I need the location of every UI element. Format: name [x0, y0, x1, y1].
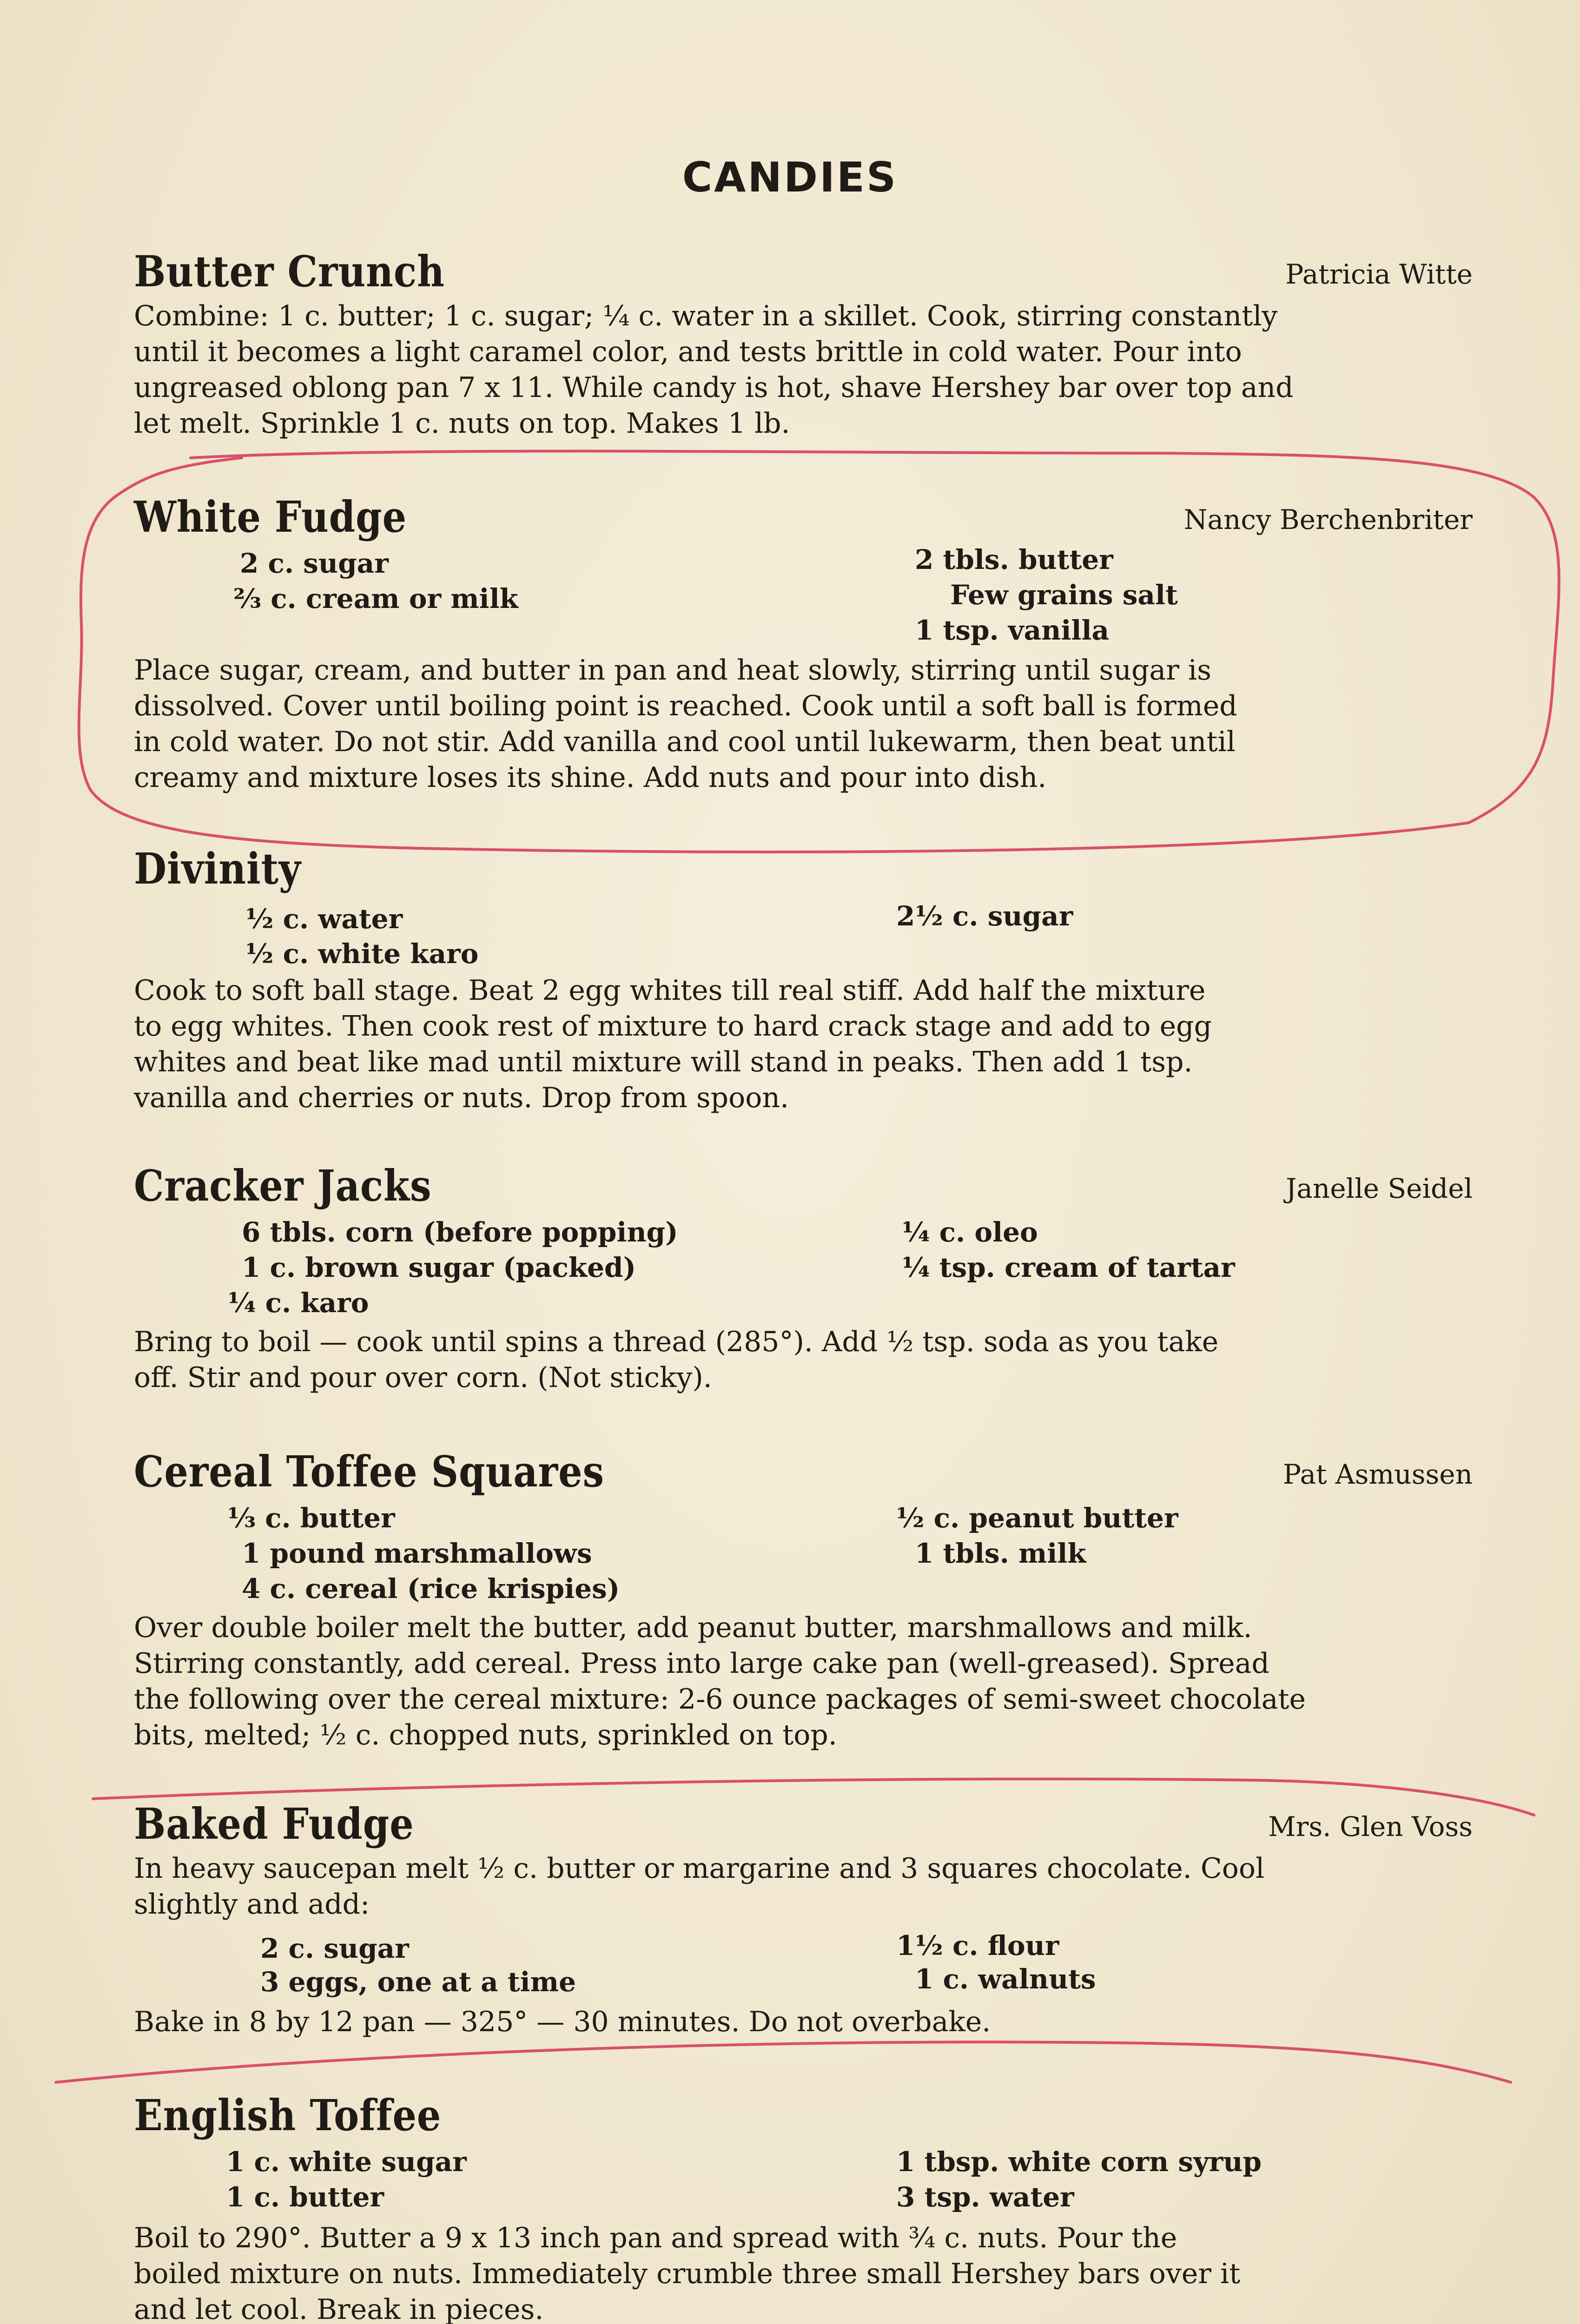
direction-line: in cold water. Do not stir. Add vanilla and cool until lukewarm, then beat until	[134, 726, 1236, 758]
recipe-author: Patricia Witte	[1285, 258, 1473, 290]
recipe-title: English Toffee	[134, 2090, 442, 2140]
ingredient: ⅓ c. butter	[228, 1502, 395, 1534]
recipe-title: Butter Crunch	[134, 246, 445, 297]
direction-line: bits, melted; ½ c. chopped nuts, sprinkled on top.	[134, 1719, 837, 1751]
recipe-title: Divinity	[134, 844, 301, 894]
pen-underline-baked-fudge	[56, 2042, 1511, 2082]
recipe-author: Nancy Berchenbriter	[1183, 504, 1473, 535]
pen-underline-cereal	[93, 1779, 1534, 1815]
ingredient: 1 c. white sugar	[226, 2146, 467, 2178]
direction-line: vanilla and cherries or nuts. Drop from spoon.	[134, 1082, 789, 1114]
ingredient: 3 tsp. water	[896, 2181, 1074, 2213]
ingredient: 6 tbls. corn (before popping)	[242, 1216, 678, 1248]
ingredient: 2 tbls. butter	[915, 544, 1113, 575]
direction-line: the following over the cereal mixture: 2-6 ounce packages of semi-sweet chocolate	[134, 1683, 1306, 1716]
recipe-author: Mrs. Glen Voss	[1268, 1811, 1473, 1842]
direction-line: until it becomes a light caramel color, and tests brittle in cold water. Pour into	[134, 336, 1242, 368]
direction-line: to egg whites. Then cook rest of mixture to hard crack stage and add to egg	[134, 1010, 1212, 1043]
recipe-title: White Fudge	[134, 492, 407, 542]
ingredient: 1½ c. flour	[896, 1930, 1059, 1961]
direction-line: Boil to 290°. Butter a 9 x 13 inch pan and spread with ¾ c. nuts. Pour the	[134, 2222, 1177, 2254]
ingredient: ¼ c. karo	[228, 1287, 369, 1319]
direction-line: and let cool. Break in pieces.	[134, 2293, 544, 2324]
direction-line: dissolved. Cover until boiling point is reached. Cook until a soft ball is formed	[134, 690, 1237, 722]
pen-circle-white-fudge	[79, 451, 1559, 852]
ingredient: ½ c. peanut butter	[896, 1502, 1178, 1534]
direction-line: off. Stir and pour over corn. (Not sticky).	[134, 1361, 712, 1394]
direction-line: Bake in 8 by 12 pan — 325° — 30 minutes. Do not overbake.	[134, 2006, 991, 2038]
recipe-author: Janelle Seidel	[1286, 1173, 1473, 1204]
ingredient: ⅔ c. cream or milk	[233, 583, 518, 614]
ingredient: ½ c. water	[245, 903, 403, 935]
ingredient: 2 c. sugar	[260, 1933, 409, 1964]
ingredient: 1 tsp. vanilla	[915, 614, 1110, 646]
direction-line: creamy and mixture loses its shine. Add nuts and pour into dish.	[134, 761, 1047, 794]
direction-line: Place sugar, cream, and butter in pan and heat slowly, stirring until sugar is	[134, 654, 1211, 687]
ingredient: 1 c. brown sugar (packed)	[242, 1252, 636, 1283]
ingredient: ¼ c. oleo	[902, 1216, 1038, 1248]
direction-line: Cook to soft ball stage. Beat 2 egg whites till real stiff. Add half the mixture	[134, 974, 1206, 1007]
ingredient: ¼ tsp. cream of tartar	[902, 1252, 1235, 1283]
intro-line: In heavy saucepan melt ½ c. butter or margarine and 3 squares chocolate. Cool	[134, 1852, 1265, 1885]
ingredient: 1 tbls. milk	[915, 1538, 1086, 1569]
recipe-title: Cracker Jacks	[134, 1161, 432, 1211]
direction-line: ungreased oblong pan 7 x 11. While candy is hot, shave Hershey bar over top and	[134, 371, 1294, 404]
ingredient: 1 tbsp. white corn syrup	[896, 2146, 1262, 2178]
ingredient: 3 eggs, one at a time	[260, 1966, 576, 1998]
recipe-author: Pat Asmussen	[1283, 1459, 1473, 1490]
intro-line: slightly and add:	[134, 1888, 370, 1921]
ingredient: 4 c. cereal (rice krispies)	[242, 1573, 620, 1604]
direction-line: Over double boiler melt the butter, add peanut butter, marshmallows and milk.	[134, 1611, 1252, 1644]
recipe-title: Baked Fudge	[134, 1799, 414, 1849]
ingredient: ½ c. white karo	[245, 938, 479, 970]
ingredient: 2½ c. sugar	[896, 900, 1073, 932]
ingredient: 1 pound marshmallows	[242, 1538, 592, 1569]
ingredient: 1 c. walnuts	[915, 1963, 1096, 1995]
direction-line: whites and beat like mad until mixture will stand in peaks. Then add 1 tsp.	[134, 1046, 1193, 1078]
direction-line: boiled mixture on nuts. Immediately crumble three small Hershey bars over it	[134, 2258, 1241, 2290]
ingredient: 2 c. sugar	[240, 548, 389, 579]
direction-line: Combine: 1 c. butter; 1 c. sugar; ¼ c. water in a skillet. Cook, stirring constantly	[134, 300, 1278, 332]
ingredient: 1 c. butter	[226, 2181, 384, 2213]
recipe-title: Cereal Toffee Squares	[134, 1446, 604, 1497]
ingredient: Few grains salt	[950, 579, 1178, 611]
direction-line: Bring to boil — cook until spins a thread (285°). Add ½ tsp. soda as you take	[134, 1326, 1219, 1358]
section-title: CANDIES	[682, 153, 898, 201]
direction-line: Stirring constantly, add cereal. Press into large cake pan (well-greased). Spread	[134, 1647, 1269, 1680]
direction-line: let melt. Sprinkle 1 c. nuts on top. Makes 1 lb.	[134, 407, 790, 440]
